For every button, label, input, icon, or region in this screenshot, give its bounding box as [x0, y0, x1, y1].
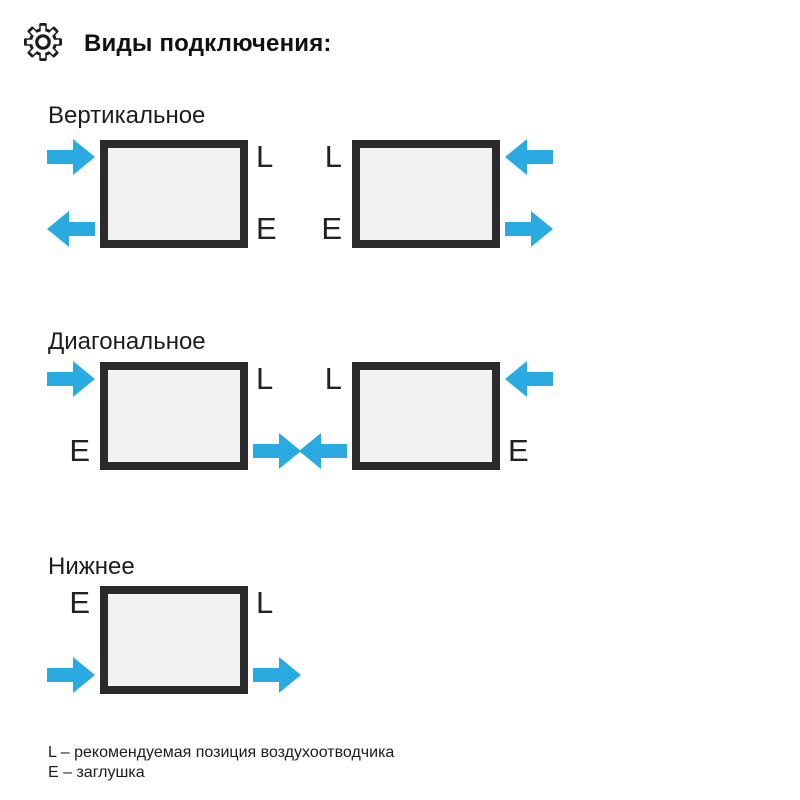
section-label: Диагональное — [48, 328, 206, 355]
radiator-body — [352, 362, 500, 470]
port-label-air-vent: L — [324, 361, 342, 396]
port-label-plug: E — [69, 585, 90, 620]
inlet-arrow-icon — [47, 139, 95, 175]
port-label-air-vent: L — [256, 585, 274, 620]
outlet-arrow-icon — [505, 211, 553, 247]
outlet-arrow-icon — [253, 657, 301, 693]
port-label-air-vent: L — [256, 361, 274, 396]
section-label: Нижнее — [48, 553, 135, 580]
port-label-air-vent: L — [256, 139, 274, 174]
port-label-plug: E — [508, 433, 529, 468]
outlet-arrow-icon — [299, 433, 347, 469]
legend-line-plug: E – заглушка — [48, 764, 145, 781]
port-label-air-vent: L — [324, 139, 342, 174]
radiator-body — [100, 362, 248, 470]
inlet-arrow-icon — [47, 657, 95, 693]
gear-icon — [23, 22, 63, 62]
inlet-arrow-icon — [505, 361, 553, 397]
inlet-arrow-icon — [505, 139, 553, 175]
radiator-body — [100, 586, 248, 694]
inlet-arrow-icon — [47, 361, 95, 397]
page-title: Виды подключения: — [84, 30, 332, 57]
port-label-plug: E — [321, 211, 342, 246]
section-label: Вертикальное — [48, 102, 206, 129]
port-label-plug: E — [69, 433, 90, 468]
outlet-arrow-icon — [253, 433, 301, 469]
radiator-body — [100, 140, 248, 248]
port-label-plug: E — [256, 211, 277, 246]
outlet-arrow-icon — [47, 211, 95, 247]
radiator-body — [352, 140, 500, 248]
legend-line-air-vent: L – рекомендуемая позиция воздухоотводчика — [48, 744, 395, 761]
